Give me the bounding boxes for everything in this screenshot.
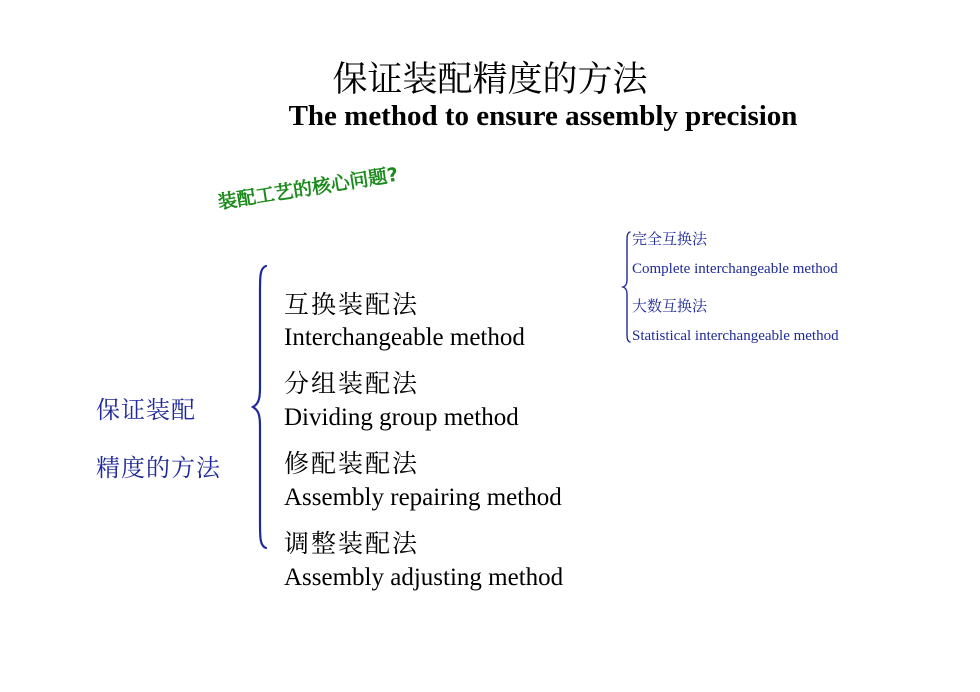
method-2-chinese: 分组装配法 xyxy=(284,369,420,398)
root-label-line-2: 精度的方法 xyxy=(96,454,221,482)
method-4-english: Assembly adjusting method xyxy=(284,564,564,591)
method-1-english: Interchangeable method xyxy=(284,324,525,351)
interchange-type-2-chinese: 大数互换法 xyxy=(632,299,708,315)
interchange-type-1-english: Complete interchangeable method xyxy=(632,261,838,277)
core-question: 装配工艺的核心问题? xyxy=(216,163,400,214)
slide-title-chinese: 保证装配精度的方法 xyxy=(332,60,648,100)
method-3-english: Assembly repairing method xyxy=(284,484,562,511)
method-2-english: Dividing group method xyxy=(284,404,519,431)
method-3-chinese: 修配装配法 xyxy=(284,449,420,478)
method-1-chinese: 互换装配法 xyxy=(284,290,420,319)
main-brace xyxy=(250,262,272,552)
root-label-line-1: 保证装配 xyxy=(96,396,196,424)
slide-title-english: The method to ensure assembly precision xyxy=(288,100,798,132)
interchange-type-1-chinese: 完全互换法 xyxy=(632,232,708,248)
method-4-chinese: 调整装配法 xyxy=(284,529,420,558)
interchange-type-2-english: Statistical interchangeable method xyxy=(632,328,839,344)
